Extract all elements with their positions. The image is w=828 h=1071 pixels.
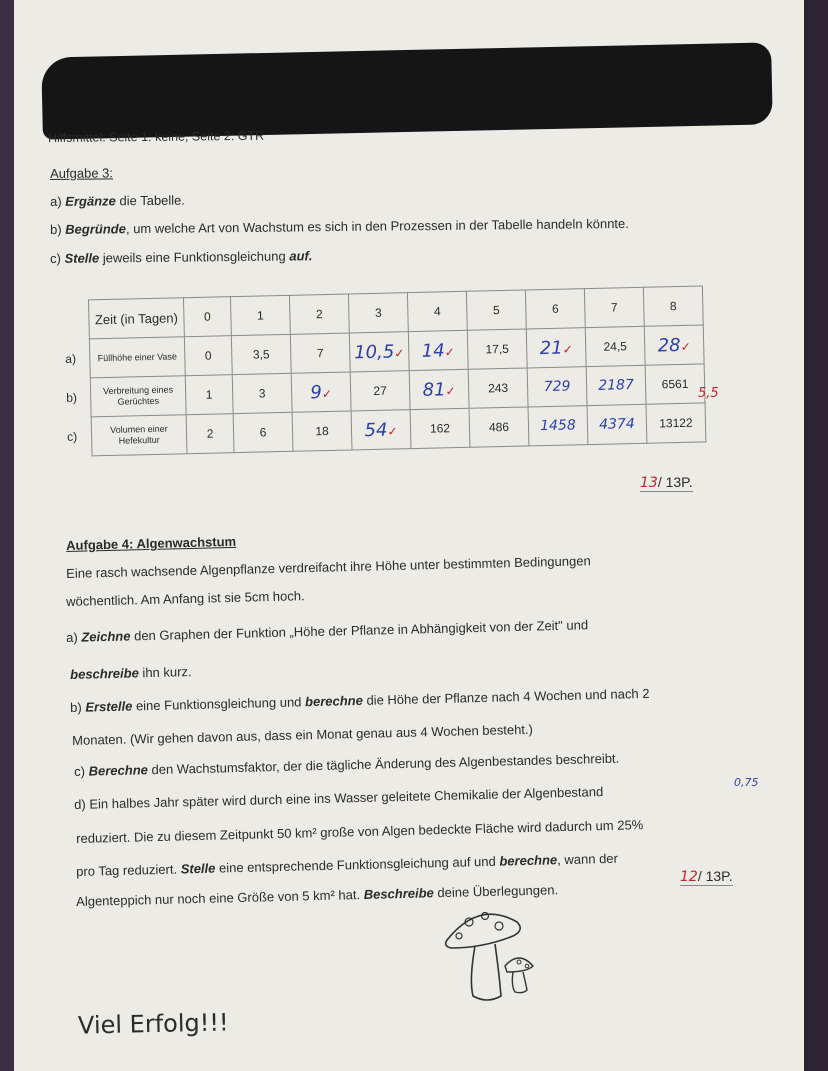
table-cell: 0 [184,336,232,376]
redacted-header [41,42,773,139]
task3-c: c) Stelle jeweils eine Funktionsgleichung auf. [50,248,313,266]
handwritten-cell: 14✓ [408,330,468,370]
task3-title: Aufgabe 3: [50,165,114,181]
handwritten-cell: 9✓ [291,372,351,412]
handwritten-cell: 729 [527,367,587,407]
table-cell: 7 [290,333,350,373]
table-cell: 162 [410,408,470,448]
day-cell: 5 [466,290,526,330]
handwritten-cell: 81✓ [409,369,469,409]
mushroom-doodle [439,900,549,1010]
day-cell: 4 [407,291,467,331]
table-cell: 13122 [646,403,706,443]
handwritten-cell: 1458 [528,406,588,446]
margin-points-task3: 5,5 [698,386,719,401]
day-cell: 0 [183,297,231,337]
task3-a: a) Ergänze die Tabelle. [50,192,186,209]
handwritten-cell: 2187 [586,365,646,405]
exam-sheet [14,0,804,1071]
handwritten-cell: 54✓ [351,410,411,450]
row-letter: b) [66,390,78,405]
task4-intro-line1: Eine rasch wachsende Algenpflanze verdreifacht ihre Höhe unter bestimmten Bedingungen [66,553,591,581]
table-cell: 3,5 [231,334,291,374]
score-task4: 12/ 13P. [680,868,733,885]
task4-c: c) Berechne den Wachstumsfaktor, der die tägliche Änderung des Algenbestandes beschreibt. [74,750,620,779]
background-edge [804,0,828,1071]
task4-intro-line2: wöchentlich. Am Anfang ist sie 5cm hoch. [66,588,305,609]
table-cell: 18 [292,411,352,451]
closing-wish: Viel Erfolg!!! [77,1008,229,1040]
handwritten-cell: 21✓ [526,328,586,368]
task4-a-line2: beschreibe ihn kurz. [70,664,192,682]
growth-table [62,285,706,457]
table-cell: 1 [185,375,233,415]
table-cell: 243 [468,368,528,408]
row-label: Volumen einer Hefekultur [91,415,187,456]
row-label: Füllhöhe einer Vase [89,337,185,378]
table-cell: 24,5 [585,326,645,366]
task3-b: b) Begründe, um welche Art von Wachstum es sich in den Prozessen in der Tabelle handeln könnte. [50,215,629,237]
table-cell: 6 [233,412,293,452]
day-cell: 1 [230,295,290,335]
table-cell: 2 [186,414,234,454]
row-letter: a) [65,351,77,366]
aids-note: Hilfsmittel: Seite 1: keine; Seite 2: GTR [48,128,265,145]
table-cell: 17,5 [467,329,527,369]
task4-title: Aufgabe 4: Algenwachstum [66,533,237,553]
row-letter: c) [66,429,78,444]
task4-d-line3: pro Tag reduziert. Stelle eine entsprechende Funktionsgleichung auf und berechne, wann der [76,850,619,879]
handwritten-cell: 4374 [587,404,647,444]
task4-d-line4: Algenteppich nur noch eine Größe von 5 km² hat. Beschreibe deine Überlegungen. [76,882,559,909]
task4-b-line2: Monaten. (Wir gehen davon aus, dass ein Monat genau aus 4 Wochen besteht.) [72,721,534,748]
task4-a-line1: a) Zeichne den Graphen der Funktion „Höhe der Pflanze in Abhängigkeit von der Zeit" und [66,617,589,645]
task4-d-line2: reduziert. Die zu diesem Zeitpunkt 50 km² große von Algen bedeckte Fläche wird dadurch um 25% [76,817,644,846]
day-cell: 7 [584,287,644,327]
score-task3: 13/ 13P. [640,474,693,491]
task4-b-line1: b) Erstelle eine Funktionsgleichung und berechne die Höhe der Pflanze nach 4 Wochen und nach 2 [70,685,650,715]
table-cell: 3 [232,373,292,413]
table-cell: 6561 [645,364,705,404]
task4-d-line1: d) Ein halbes Jahr später wird durch eine ins Wasser geleitete Chemikalie der Algenbestand [74,784,604,812]
margin-points-task4: 0,75 [734,776,759,789]
handwritten-cell: 10,5✓ [349,332,409,372]
handwritten-cell: 28✓ [644,325,704,365]
table-cell: 27 [350,371,410,411]
day-cell: 3 [348,293,408,333]
day-cell: 8 [643,286,703,326]
table-cell: 486 [469,407,529,447]
day-cell: 6 [525,289,585,329]
time-header: Zeit (in Tagen) [89,298,185,339]
day-cell: 2 [289,294,349,334]
row-label: Verbreitung eines Gerüchtes [90,376,186,417]
